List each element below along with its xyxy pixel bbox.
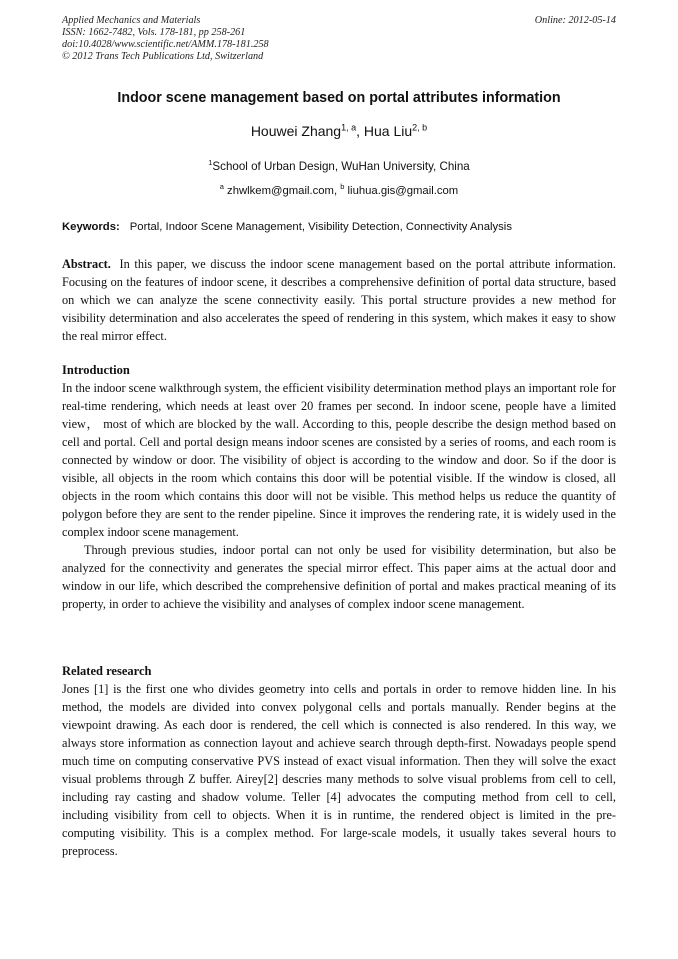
author-affiliation-marker: 2, b <box>412 122 428 133</box>
online-date: Online: 2012-05-14 <box>534 15 616 26</box>
copyright-line: © 2012 Trans Tech Publications Ltd, Switzerland <box>62 51 264 62</box>
section-heading-introduction: Introduction <box>62 363 130 377</box>
affiliation-marker: 1 <box>208 158 213 168</box>
doi-line: doi:10.4028/www.scientific.net/AMM.178-181.258 <box>62 39 269 50</box>
paper-title: Indoor scene management based on portal attributes information <box>117 90 561 106</box>
keywords-label: Keywords: <box>62 221 120 233</box>
paragraph: In the indoor scene walkthrough system, the efficient visibility determination method plays an important role for real-time rendering, which needs at least over 20 frames per second. In indoor scene, people have a limited view， most of which are blocked by the wall. According to this, people describe the design method based on cell and portal. Cell and portal design means indoor scenes are consisted by a series of rooms, and each room is connected by window or door. The visibility of object is according to the window and door. So if the door is visible, all objects in the room which contains this door will be potential visible. If the window is closed, all objects in the room which contains this door will not be visible. This method helps us reduce the quantity of polygon before they are sent to the render pipeline. Since it improves the rendering rate, it is widely used in the complex indoor scene management. <box>62 381 616 539</box>
page-header <box>62 15 616 63</box>
email-marker: b <box>340 182 345 192</box>
abstract-text: In this paper, we discuss the indoor scene management based on the portal attribute information. Focusing on the features of indoor scene, it describes a comprehensive definition of portal data structure, based on which we can analyze the scene connectivity easily. This portal structure provides a new method for visibility determination and also accelerates the speed of rendering in this system, which makes it easy to show the real mirror effect. <box>62 257 616 343</box>
issn-line: ISSN: 1662-7482, Vols. 178-181, pp 258-261 <box>62 27 246 38</box>
paragraph: Through previous studies, indoor portal can not only be used for visibility determination, but also be analyzed for the connectivity and generates the special mirror effect. This paper aims at the actual door and window in our life, which described the comprehensive definition of portal and makes practical meaning of its property, in order to achieve the visibility and analyses of complex indoor scene management. <box>62 543 616 611</box>
abstract-label: Abstract. <box>62 257 111 271</box>
author-name: Hua Liu <box>363 123 413 139</box>
author-separator: , <box>356 123 364 139</box>
author-name: Houwei Zhang <box>250 123 342 139</box>
email-marker: a <box>219 182 224 192</box>
email-address: liuhua.gis@gmail.com <box>344 185 459 197</box>
section-heading-related-research: Related research <box>62 664 152 678</box>
abstract <box>62 255 616 345</box>
affiliation-text: School of Urban Design, WuHan University, China <box>212 160 470 173</box>
section-introduction <box>62 379 616 613</box>
paragraph: Jones [1] is the first one who divides geometry into cells and portals in order to remove hidden line. In his method, the models are divided into convex polygonal cells and portals manually. Render begins at the viewpoint drawing. As each door is rendered, the cell which is connected is also rendered. In this way, we always store information as connection layout and achieve search through depth-first. Nowadays people spend much time on computing conservative PVS instead of exact visual information. Then they will solve the exact visual problems through Z buffer. Airey[2] descries many methods to solve visual problems from cell to cell, including ray casting and shadow volume. Teller [4] advocates the computing method from cell to cell, including visibility from cell to objects. When it is in runtime, the rendered object is limited in the pre-computing visibility. This is a complex method. For large-scale models, it usually takes several hours to preprocess. <box>62 682 616 858</box>
email-address: zhwlkem@gmail.com, <box>223 185 341 197</box>
journal-name: Applied Mechanics and Materials <box>62 15 201 26</box>
author-emails <box>0 182 678 197</box>
keywords <box>62 221 618 233</box>
affiliation <box>0 160 678 173</box>
keywords-text: Portal, Indoor Scene Management, Visibility Detection, Connectivity Analysis <box>129 221 512 233</box>
section-related-research <box>62 680 616 860</box>
author-affiliation-marker: 1, a <box>341 122 357 133</box>
author-list <box>0 123 678 139</box>
